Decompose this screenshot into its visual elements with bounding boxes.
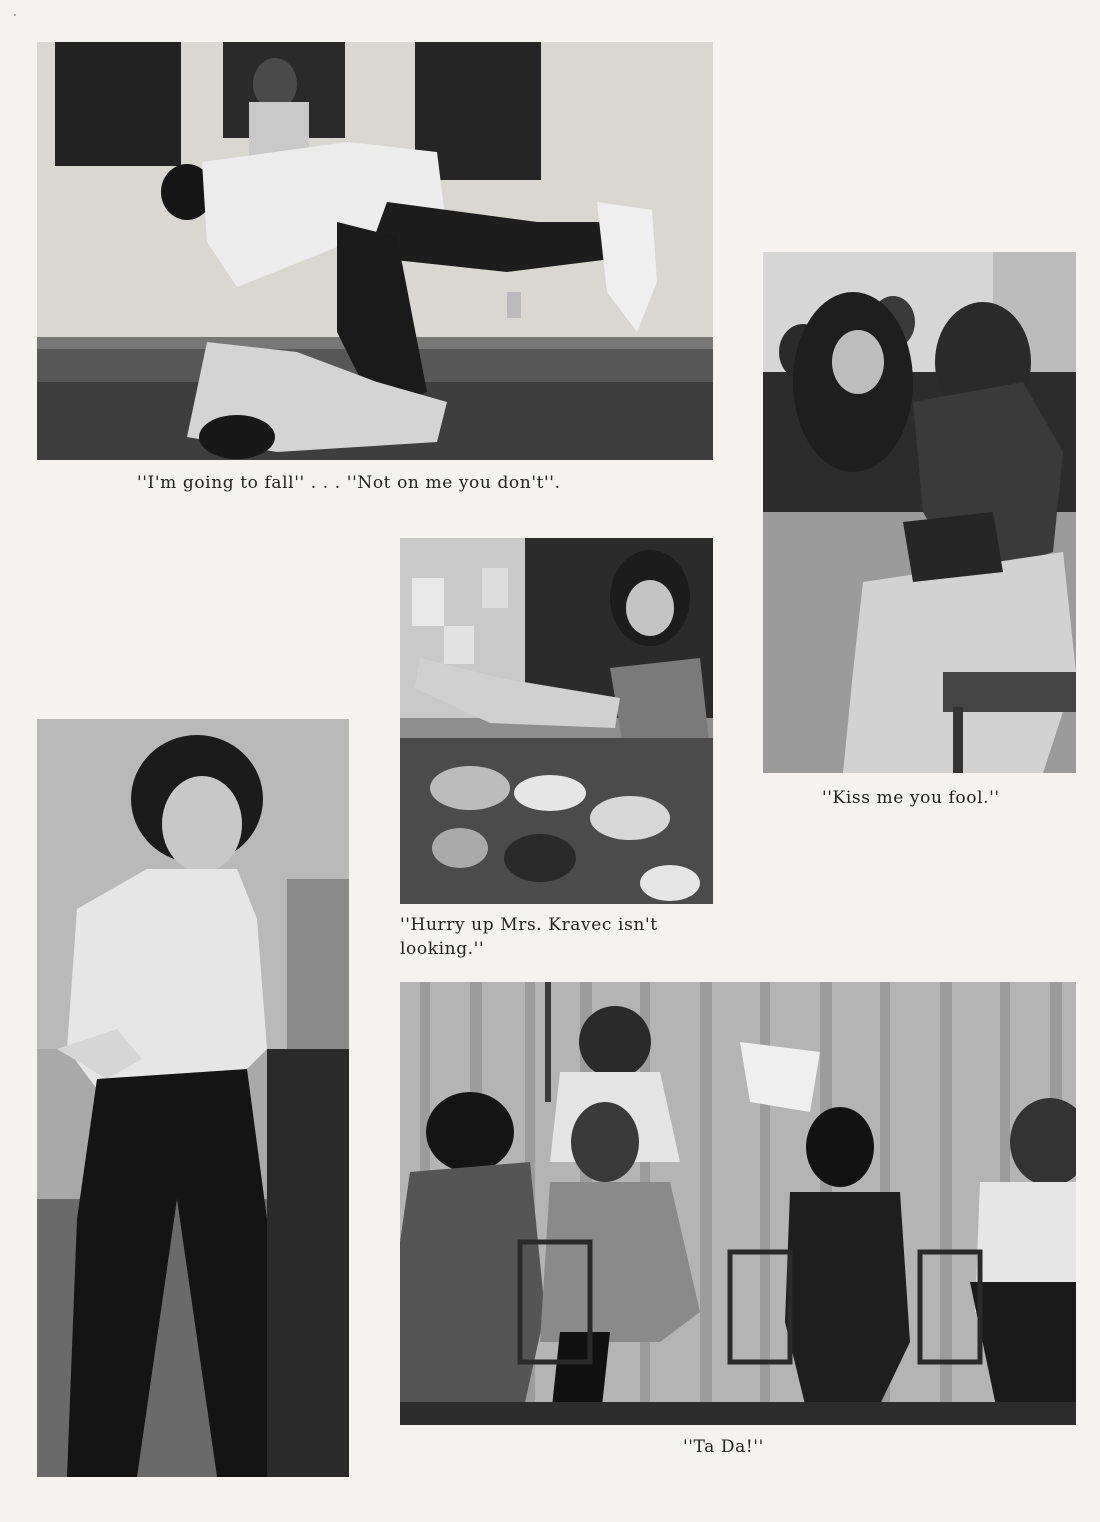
photo-standing-student — [37, 719, 349, 1477]
caption-tada: ''Ta Da!'' — [683, 1437, 764, 1457]
photo-stage-performance — [400, 982, 1076, 1425]
caption-fall: ''I'm going to fall'' . . . ''Not on me you don't''. — [137, 473, 561, 493]
photo-kitchen — [400, 538, 713, 904]
photo-embrace — [763, 252, 1076, 773]
caption-hurry-line-2: looking.'' — [400, 939, 485, 959]
scan-speck — [14, 14, 16, 16]
caption-hurry-line-1: ''Hurry up Mrs. Kravec isn't — [400, 915, 658, 935]
caption-kiss: ''Kiss me you fool.'' — [822, 788, 1000, 808]
caption-hurry — [400, 913, 720, 961]
photo-gym-acrobatics — [37, 42, 713, 460]
